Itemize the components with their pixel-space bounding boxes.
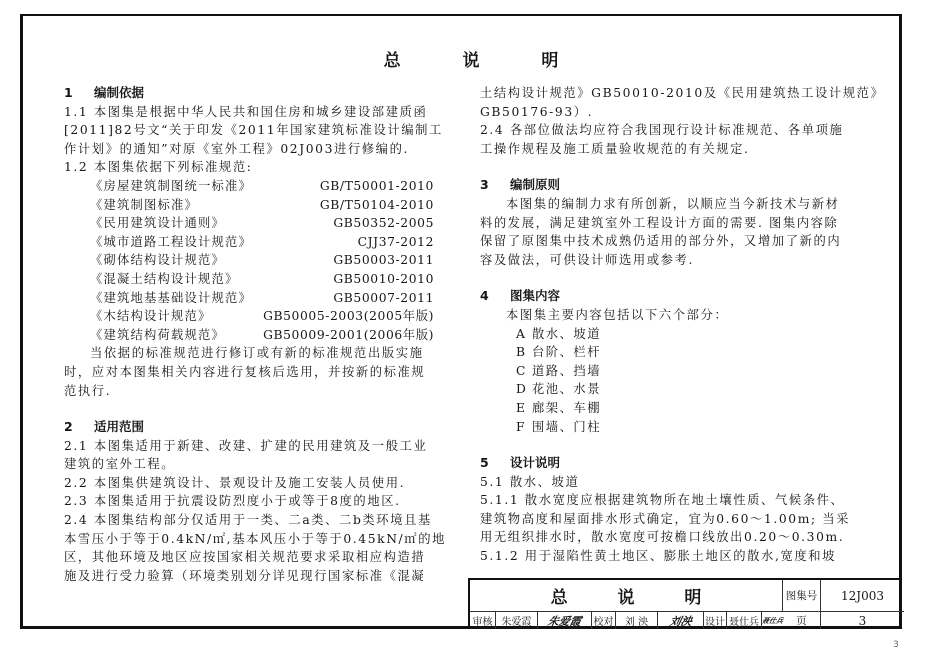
content-item	[480, 399, 858, 418]
standard-name: 《建筑结构荷载规范》	[90, 327, 225, 342]
standard-name: 《城市道路工程设计规范》	[90, 234, 252, 249]
right-column	[480, 84, 885, 566]
atlas-number-label: 图集号	[783, 580, 821, 612]
standard-name: 《建筑地基基础设计规范》	[90, 290, 252, 305]
item-letter: B	[516, 345, 527, 360]
content-item	[480, 362, 858, 381]
section-number: 3	[480, 177, 489, 193]
standard-row	[64, 270, 434, 289]
paragraph-2-1-line: 建筑的室外工程。	[64, 457, 176, 472]
standard-row	[64, 233, 434, 252]
paragraph-1-1-line: 作计划》的通知”对原《室外工程》02J003进行修编的.	[64, 141, 409, 156]
section-title: 编制依据	[94, 85, 145, 100]
paragraph-5-1-1-line: 5.1.1 散水宽度应根据建筑物所在地土壤性质、气候条件、	[480, 493, 845, 508]
review-label: 审核	[470, 612, 496, 629]
item-text: 台阶、栏杆	[532, 345, 601, 360]
item-text: 围墙、门柱	[532, 419, 601, 434]
item-letter: E	[516, 400, 527, 415]
standard-code: GB50010-2010	[333, 271, 434, 286]
paragraph-5-1: 5.1 散水、坡道	[480, 474, 580, 489]
section-5-heading	[480, 454, 858, 473]
item-letter: C	[516, 363, 527, 378]
paragraph-2-4-continued: 土结构设计规范》GB50010-2010及《民用建筑热工设计规范》	[480, 86, 885, 100]
section-title: 设计说明	[510, 455, 561, 471]
page-number-value: 3	[858, 613, 867, 628]
paragraph-2-1-line: 2.1 本图集适用于新建、改建、扩建的民用建筑及一般工业	[64, 438, 428, 453]
section-1-heading	[64, 84, 434, 103]
item-text: 散水、坡道	[532, 326, 601, 341]
section-4-intro: 本图集主要内容包括以下六个部分：	[506, 307, 729, 322]
item-letter: A	[516, 326, 527, 341]
checker-signature	[658, 612, 704, 629]
standard-code: GB50003-2011	[333, 253, 434, 268]
paragraph-1-1-line: [2011]82号文“关于印发《2011年国家建筑标准设计编制工	[64, 123, 443, 138]
section-3-line: 容及做法，可供设计师选用或参考.	[480, 252, 694, 267]
paragraph-2-4-line: 本雪压小于等于0.4kN/㎡,基本风压小于等于0.45kN/㎡的地	[64, 531, 446, 546]
title-block	[468, 578, 902, 629]
spacer	[64, 400, 434, 418]
section-number: 5	[480, 455, 489, 471]
standard-code: GB/T50104-2010	[319, 197, 434, 212]
standard-name: 《砌体结构设计规范》	[90, 253, 225, 268]
section-3-line: 本图集的编制力求有所创新，以顺应当今新技术与新材	[506, 196, 840, 211]
standard-row	[64, 289, 434, 308]
standard-code: GB50352-2005	[333, 216, 434, 231]
spacer	[480, 436, 858, 454]
section-number: 1	[64, 85, 73, 100]
paragraph-5-1-2: 5.1.2 用于湿陷性黄土地区、膨胀土地区的散水,宽度和坡	[480, 549, 837, 564]
paragraph-2-2: 2.2 本图集供建筑设计、景观设计及施工安装人员使用.	[64, 475, 406, 490]
section-4-heading	[480, 287, 858, 306]
atlas-number-value: 12J003	[821, 580, 904, 612]
reviewer-name: 朱爱霞	[496, 612, 538, 629]
spacer	[480, 269, 858, 287]
standard-name: 《房屋建筑制图统一标准》	[90, 178, 252, 193]
standard-name: 《木结构设计规范》	[90, 309, 212, 324]
signature-scrawl: 刘泱	[668, 614, 693, 628]
paragraph-1-1-line: 1.1 本图集是根据中华人民共和国住房和城乡建设部建质函	[64, 104, 428, 119]
section-number: 4	[480, 288, 489, 304]
reviewer-signature	[538, 612, 592, 629]
paragraph-2-4-line: 2.4 本图集结构部分仅适用于一类、二a类、二b类环境且基	[64, 513, 432, 528]
standard-row	[64, 307, 434, 326]
spacer	[480, 158, 858, 176]
content-item	[480, 380, 858, 399]
item-letter: F	[516, 419, 527, 434]
section-3-heading	[480, 176, 858, 195]
standard-name: 《建筑制图标准》	[90, 197, 198, 212]
paragraph-2-4b-line: 2.4 各部位做法均应符合我国现行设计标准规范、各单项施	[480, 123, 844, 138]
left-column	[64, 84, 446, 585]
page-label: 页	[783, 612, 821, 629]
signature-scrawl: 朱爱霞	[546, 614, 583, 628]
section-title: 图集内容	[510, 288, 561, 304]
designer-name: 聂仕兵	[727, 612, 762, 629]
content-item	[480, 418, 858, 437]
section-2-heading	[64, 418, 434, 437]
item-text: 道路、挡墙	[532, 363, 601, 378]
section-3-line: 料的发展，满足建筑室外工程设计方面的需要. 图集内容除	[480, 215, 839, 230]
signature-row	[470, 612, 783, 629]
standard-row	[64, 177, 434, 196]
standard-code: GB50009-2001(2006年版)	[263, 327, 434, 342]
section-title: 适用范围	[94, 419, 145, 435]
item-text: 花池、水景	[532, 382, 601, 397]
check-label: 校对	[592, 612, 616, 629]
standard-name: 《混凝土结构设计规范》	[90, 271, 239, 286]
paragraph-2-4b-line: 工操作规程及施工质量验收规范的有关规定.	[480, 141, 750, 156]
paragraph-5-1-1-line: 建筑物高度和屋面排水形式确定，宜为0.60～1.00m; 当采	[480, 511, 851, 526]
designer-signature	[762, 612, 783, 629]
paragraph-2-4-continued: GB50176-93）.	[480, 104, 594, 119]
standard-code: GB50005-2003(2005年版)	[263, 309, 434, 324]
standard-row	[64, 326, 434, 345]
page-title: 总 说 明	[383, 51, 587, 71]
standard-code: GB50007-2011	[333, 290, 434, 305]
paragraph-2-4-line: 区，其他环境及地区应按国家相关规范要求采取相应构造措	[64, 550, 426, 565]
note-line: 时，应对本图集相关内容进行复核后选用，并按新的标准规	[64, 364, 426, 379]
note-line: 范执行.	[64, 383, 112, 398]
item-text: 廊架、车棚	[532, 400, 601, 415]
paragraph-1-2: 1.2 本图集依据下列标准规范:	[64, 160, 253, 175]
section-title: 编制原则	[510, 177, 561, 193]
item-letter: D	[516, 382, 528, 397]
standard-row	[64, 196, 434, 215]
paragraph-5-1-1-line: 用无组织排水时，散水宽度可按檐口线放出0.20～0.30m.	[480, 530, 845, 545]
section-number: 2	[64, 419, 73, 435]
checker-name: 刘 泱	[616, 612, 658, 629]
standard-code: CJJ37-2012	[357, 234, 434, 249]
content-item	[480, 325, 858, 344]
signature-scrawl: 聂仕兵	[761, 615, 785, 625]
section-3-line: 保留了原图集中技术成熟仍适用的部分外，又增加了新的内	[480, 234, 842, 249]
standard-code: GB/T50001-2010	[319, 178, 434, 193]
standard-row	[64, 214, 434, 233]
paragraph-2-4-line: 施及进行受力验算（环境类别划分详见现行国家标准《混凝	[64, 568, 426, 583]
standard-name: 《民用建筑设计通则》	[90, 216, 225, 231]
content-item	[480, 343, 858, 362]
standard-row	[64, 251, 434, 270]
note-line: 当依据的标准规范进行修订或有新的标准规范出版实施	[90, 346, 424, 361]
title-block-title: 总 说 明	[470, 580, 783, 612]
paragraph-2-3: 2.3 本图集适用于抗震设防烈度小于或等于8度的地区.	[64, 494, 401, 509]
design-label: 设计	[704, 612, 727, 629]
corner-page-mark: 3	[893, 640, 899, 650]
